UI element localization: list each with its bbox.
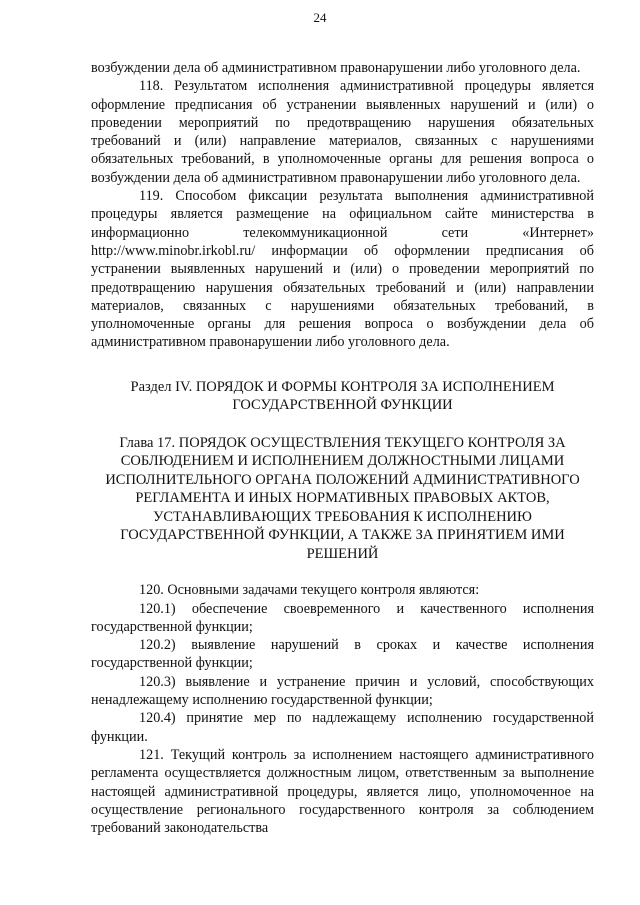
paragraph-118: 118. Результатом исполнения административной процедуры является оформление предписания об устранении выявленных нарушений и (или) о проведении мероприятий по предотвращению нарушения обязательных требований и (или) направление материалов, связанных с нарушениями обязательных требований, в уполномоченные органы для решения вопроса о возбуждении дела об административном правонарушении либо уголовного дела. — [91, 78, 594, 186]
page-number: 24 — [313, 10, 327, 25]
paragraph-120-2: 120.2) выявление нарушений в сроках и качестве исполнения государственной функции; — [91, 637, 594, 672]
paragraph-119: 119. Способом фиксации результата выполнения административной процедуры является размещение на официальном сайте министерства в информационно телекоммуникационной сети «Интернет» http://www.minobr.irkobl.ru/ информации об оформлении предписания об устранении выявленных нарушений и (или) о проведении мероприятий по предотвращению нарушения обязательных требований и (или) направлении материалов, связанных с нарушениями обязательных требований, в уполномоченные органы для решения вопроса о возбуждении дела об административном правонарушении либо уголовного дела. — [91, 188, 594, 351]
chapter-title: Глава 17. ПОРЯДОК ОСУЩЕСТВЛЕНИЯ ТЕКУЩЕГО КОНТРОЛЯ ЗА СОБЛЮДЕНИЕМ И ИСПОЛНЕНИЕМ ДОЛЖНОСТНЫМИ ЛИЦАМИ ИСПОЛНИТЕЛЬНОГО ОРГАНА ПОЛОЖЕНИЙ АДМИНИСТРАТИВНОГО РЕГЛАМЕНТА И ИНЫХ НОРМАТИВНЫХ ПРАВОВЫХ АКТОВ, УСТАНАВЛИВАЮЩИХ ТРЕБОВАНИЯ К ИСПОЛНЕНИЮ ГОСУДАРСТВЕННОЙ ФУНКЦИИ, А ТАКЖЕ ЗА ПРИНЯТИЕМ ИМИ РЕШЕНИЙ — [105, 434, 580, 562]
paragraph-continuation: возбуждении дела об административном правонарушении либо уголовного дела. — [91, 60, 581, 76]
paragraph-120: 120. Основными задачами текущего контроля являются: — [139, 582, 480, 599]
spacer — [91, 563, 594, 581]
section-title: Раздел IV. ПОРЯДОК И ФОРМЫ КОНТРОЛЯ ЗА ИСПОЛНЕНИЕМ ГОСУДАРСТВЕННОЙ ФУНКЦИИ — [130, 378, 555, 414]
paragraph-120-3: 120.3) выявление и устранение причин и условий, способствующих ненадлежащему исполнению государственной функции; — [91, 673, 594, 709]
document-body — [91, 59, 594, 837]
paragraph-120-1: 120.1) обеспечение своевременного и качественного исполнения государственной функции; — [91, 600, 594, 635]
paragraph-120-4: 120.4) принятие мер по надлежащему исполнению государственной функции. — [91, 710, 594, 745]
paragraph-121: 121. Текущий контроль за исполнением настоящего административного регламента осуществляется должностным лицом, ответственным за выполнение настоящей административной процедуры, является лицо, уполномоченное на осуществление регионального государственного контроля за соблюдением требований законодательства — [91, 746, 594, 837]
